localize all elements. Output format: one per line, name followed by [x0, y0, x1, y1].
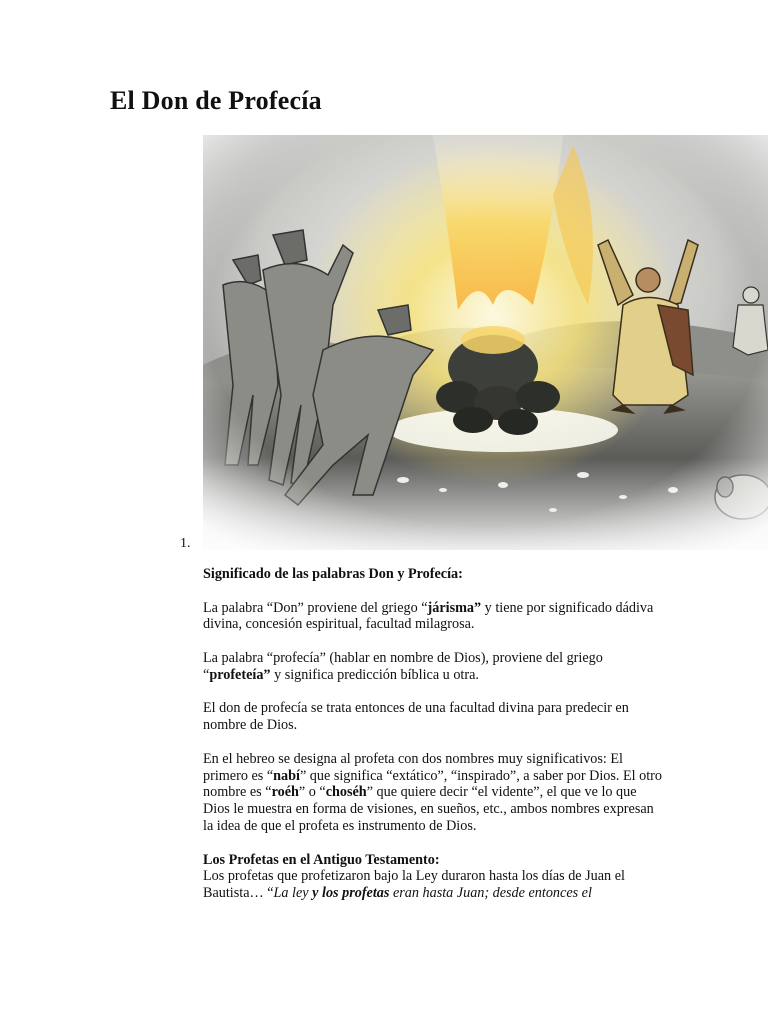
- elijah-altar-fire-illustration: [203, 135, 768, 550]
- paragraph-prophets-text-a: Los profetas que profetizaron bajo la Ley duraron hasta los días de Juan el Bautista… “: [203, 868, 625, 902]
- term-nabi: nabí: [273, 767, 300, 784]
- paragraph-profecia: [203, 650, 663, 684]
- paragraph-don-text-c: y tiene por significado dádiva divina, concesión espiritual, facultad milagrosa.: [203, 599, 654, 633]
- paragraph-hebrew-text-g: ” que quiere decir “el vidente”, el que ve lo que Dios le muestra en forma de visiones, en sueños, etc., ambos nombres expresan la idea de que el profeta es instrumento de Dios.: [203, 784, 654, 834]
- quote-eran-hasta-juan: eran hasta Juan; desde entonces el: [389, 885, 592, 902]
- quote-y-los-profetas: y los profetas: [312, 885, 390, 902]
- paragraph-hebrew: [203, 751, 663, 835]
- paragraph-hebrew-text-a: En el hebreo se designa al profeta con dos nombres muy significativos: El primero es “: [203, 750, 623, 784]
- paragraph-prophets: [203, 868, 663, 902]
- vignette: [203, 135, 768, 550]
- paragraph-profecia-text-a: La palabra “profecía” (hablar en nombre de Dios), proviene del griego “: [203, 649, 603, 683]
- page-title: El Don de Profecía: [110, 86, 322, 115]
- section-heading-meaning: Significado de las palabras Don y Profecía:: [203, 566, 463, 582]
- paragraph-don-text-a: La palabra “Don” proviene del griego “: [203, 599, 428, 616]
- term-profeteia: profeteía”: [209, 666, 271, 683]
- term-jarisma: járisma”: [427, 599, 482, 616]
- paragraph-hebrew-text-e: ” o “: [298, 784, 326, 801]
- paragraph-profecia-text-c: y significa predicción bíblica u otra.: [270, 666, 479, 683]
- section-heading-old-testament: Los Profetas en el Antiguo Testamento:: [203, 851, 440, 868]
- term-roeh: roéh: [271, 784, 299, 801]
- body-content: [203, 566, 663, 919]
- paragraph-definition: El don de profecía se trata entonces de una facultad divina para predecir en nombre de Dios.: [203, 700, 629, 734]
- list-number: 1.: [180, 536, 191, 551]
- paragraph-hebrew-text-c: ” que significa “extático”, “inspirado”, a saber por Dios. El otro nombre es “: [203, 767, 662, 801]
- illustration-svg: [203, 135, 768, 550]
- paragraph-don: [203, 600, 663, 634]
- quote-la-ley: La ley: [273, 885, 313, 902]
- term-choseh: choséh: [325, 784, 367, 801]
